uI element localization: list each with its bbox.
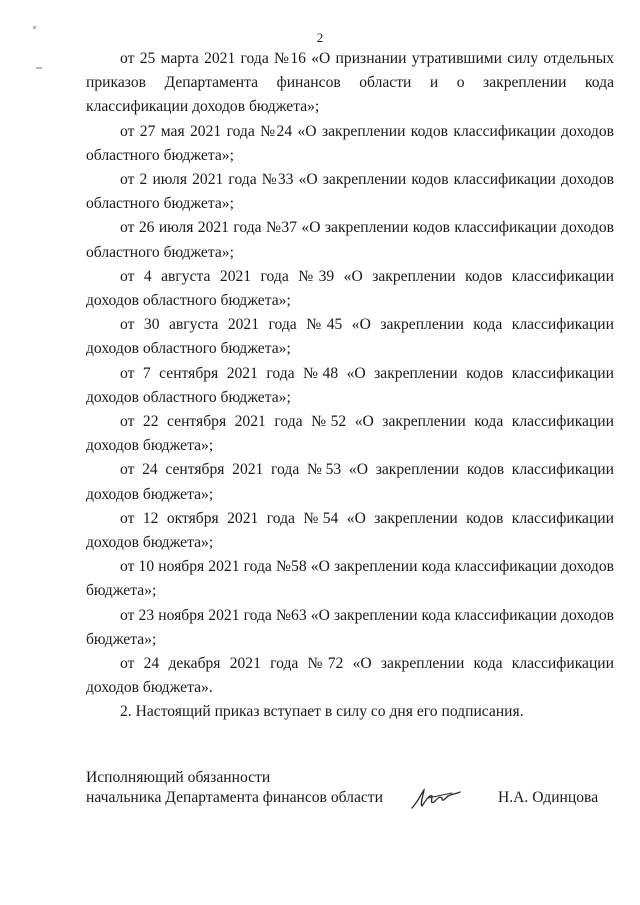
- scan-artifact: [36, 67, 42, 69]
- list-item: от 23 ноября 2021 года №63 «О закреплении кода классификации доходов бюджета»;: [86, 606, 614, 648]
- list-item: от 30 августа 2021 года №45 «О закреплении кода классификации доходов областного бюджета»;: [86, 316, 614, 358]
- list-item: от 22 сентября 2021 года №52 «О закреплении кода классификации доходов бюджета»;: [86, 413, 614, 455]
- page-number: 2: [316, 30, 324, 45]
- list-item: от 4 августа 2021 года №39 «О закреплении кодов классификации доходов областного бюджета»;: [86, 267, 614, 310]
- list-item: от 24 сентября 2021 года №53 «О закреплении кодов классификации доходов бюджета»;: [86, 461, 614, 503]
- signature-block: [86, 768, 614, 808]
- list-item: от 12 октября 2021 года №54 «О закреплении кодов классификации доходов бюджета»;: [86, 509, 614, 552]
- list-item: от 25 марта 2021 года №16 «О признании утратившими силу отдельных приказов Департамента финансов области и о закреплении кода классификации доходов бюджета»;: [86, 50, 614, 116]
- handwritten-signature: [408, 784, 468, 814]
- list-item: от 7 сентября 2021 года №48 «О закреплении кодов классификации доходов областного бюджета»;: [86, 364, 614, 406]
- list-item: от 26 июля 2021 года №37 «О закреплении кодов классификации доходов областного бюджета»;: [86, 219, 614, 261]
- clause-2: 2. Настоящий приказ вступает в силу со дня его подписания.: [120, 703, 524, 721]
- signatory-name: Н.А. Одинцова: [498, 789, 599, 806]
- list-item: от 27 мая 2021 года №24 «О закреплении кодов классификации доходов областного бюджета»;: [86, 122, 614, 164]
- list-item: от 24 декабря 2021 года №72 «О закреплении кода классификации доходов бюджета».: [86, 655, 614, 697]
- signatory-title-line2: начальника Департамента финансов области: [86, 789, 383, 806]
- signatory-title-line1: Исполняющий обязанности: [86, 769, 271, 786]
- document-body: [86, 47, 614, 725]
- scan-artifact: [33, 26, 36, 29]
- list-item: от 2 июля 2021 года №33 «О закреплении кодов классификации доходов областного бюджета»;: [86, 171, 614, 213]
- list-item: от 10 ноября 2021 года №58 «О закреплении кода классификации доходов бюджета»;: [86, 558, 614, 600]
